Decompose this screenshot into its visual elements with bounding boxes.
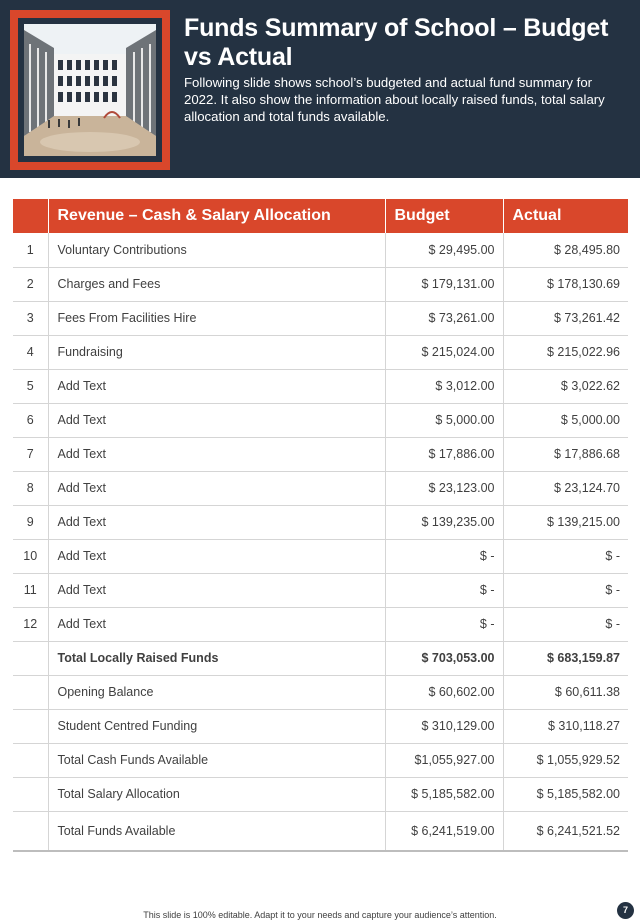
row-index: 4 xyxy=(13,335,48,369)
row-index: 8 xyxy=(13,471,48,505)
total-budget: $ 60,602.00 xyxy=(385,675,503,709)
row-label: Add Text xyxy=(48,573,385,607)
row-label: Fundraising xyxy=(48,335,385,369)
footer-note: This slide is 100% editable. Adapt it to your needs and capture your audience’s attention. xyxy=(143,910,497,920)
column-header-index xyxy=(13,199,48,233)
total-actual: $ 5,185,582.00 xyxy=(503,777,628,811)
table-row xyxy=(13,471,628,505)
row-actual: $ 178,130.69 xyxy=(503,267,628,301)
row-actual: $ 73,261.42 xyxy=(503,301,628,335)
row-actual: $ 17,886.68 xyxy=(503,437,628,471)
page-title: Funds Summary of School – Budget vs Actual xyxy=(184,14,609,71)
row-actual: $ 3,022.62 xyxy=(503,369,628,403)
total-budget: $ 5,185,582.00 xyxy=(385,777,503,811)
row-index: 12 xyxy=(13,607,48,641)
row-label: Fees From Facilities Hire xyxy=(48,301,385,335)
row-actual: $ - xyxy=(503,607,628,641)
row-index: 5 xyxy=(13,369,48,403)
total-actual: $ 310,118.27 xyxy=(503,709,628,743)
row-index: 2 xyxy=(13,267,48,301)
row-label: Add Text xyxy=(48,471,385,505)
row-label: Add Text xyxy=(48,437,385,471)
total-label: Total Locally Raised Funds xyxy=(48,641,385,675)
total-row xyxy=(13,709,628,743)
total-budget: $1,055,927.00 xyxy=(385,743,503,777)
photo-frame xyxy=(10,10,170,170)
row-actual: $ 215,022.96 xyxy=(503,335,628,369)
row-index: 1 xyxy=(13,233,48,267)
column-header-budget: Budget xyxy=(385,199,503,233)
total-actual: $ 1,055,929.52 xyxy=(503,743,628,777)
row-budget: $ 3,012.00 xyxy=(385,369,503,403)
total-label: Opening Balance xyxy=(48,675,385,709)
row-budget: $ - xyxy=(385,573,503,607)
row-label: Voluntary Contributions xyxy=(48,233,385,267)
row-actual: $ - xyxy=(503,573,628,607)
total-actual: $ 6,241,521.52 xyxy=(503,811,628,851)
table-row xyxy=(13,403,628,437)
total-label: Total Funds Available xyxy=(48,811,385,851)
row-label: Charges and Fees xyxy=(48,267,385,301)
row-budget: $ 215,024.00 xyxy=(385,335,503,369)
total-label: Total Cash Funds Available xyxy=(48,743,385,777)
column-header-revenue: Revenue – Cash & Salary Allocation xyxy=(48,199,385,233)
total-row xyxy=(13,811,628,851)
row-index: 11 xyxy=(13,573,48,607)
row-actual: $ 23,124.70 xyxy=(503,471,628,505)
row-actual: $ 28,495.80 xyxy=(503,233,628,267)
total-row xyxy=(13,743,628,777)
school-building-photo xyxy=(24,24,156,156)
row-budget: $ 139,235.00 xyxy=(385,505,503,539)
row-budget: $ 5,000.00 xyxy=(385,403,503,437)
total-budget: $ 6,241,519.00 xyxy=(385,811,503,851)
table-row xyxy=(13,437,628,471)
row-index: 7 xyxy=(13,437,48,471)
row-label: Add Text xyxy=(48,539,385,573)
total-row xyxy=(13,777,628,811)
total-actual: $ 60,611.38 xyxy=(503,675,628,709)
row-label: Add Text xyxy=(48,607,385,641)
row-index: 9 xyxy=(13,505,48,539)
row-budget: $ 29,495.00 xyxy=(385,233,503,267)
row-budget: $ 73,261.00 xyxy=(385,301,503,335)
total-actual: $ 683,159.87 xyxy=(503,641,628,675)
table-row xyxy=(13,267,628,301)
table-row xyxy=(13,539,628,573)
row-index: 3 xyxy=(13,301,48,335)
row-budget: $ 23,123.00 xyxy=(385,471,503,505)
table-header-row xyxy=(13,199,628,233)
row-actual: $ - xyxy=(503,539,628,573)
table-row xyxy=(13,233,628,267)
total-row xyxy=(13,675,628,709)
table-row xyxy=(13,573,628,607)
table-row xyxy=(13,607,628,641)
row-index: 6 xyxy=(13,403,48,437)
row-budget: $ 17,886.00 xyxy=(385,437,503,471)
row-index: 10 xyxy=(13,539,48,573)
row-label: Add Text xyxy=(48,403,385,437)
row-actual: $ 139,215.00 xyxy=(503,505,628,539)
row-budget: $ - xyxy=(385,607,503,641)
table-row xyxy=(13,335,628,369)
total-label: Total Salary Allocation xyxy=(48,777,385,811)
row-actual: $ 5,000.00 xyxy=(503,403,628,437)
page-number-badge: 7 xyxy=(617,902,634,919)
row-label: Add Text xyxy=(48,369,385,403)
page-subtitle: Following slide shows school’s budgeted and actual fund summary for 2022. It also show the information about locally raised funds, total salary allocation and total funds available. xyxy=(184,75,605,124)
total-budget: $ 703,053.00 xyxy=(385,641,503,675)
table-row xyxy=(13,505,628,539)
row-budget: $ - xyxy=(385,539,503,573)
table-row xyxy=(13,369,628,403)
column-header-actual: Actual xyxy=(503,199,628,233)
header-banner xyxy=(0,0,640,178)
row-label: Add Text xyxy=(48,505,385,539)
table-row xyxy=(13,301,628,335)
total-budget: $ 310,129.00 xyxy=(385,709,503,743)
funds-summary-table xyxy=(13,199,628,852)
total-row xyxy=(13,641,628,675)
total-label: Student Centred Funding xyxy=(48,709,385,743)
row-budget: $ 179,131.00 xyxy=(385,267,503,301)
